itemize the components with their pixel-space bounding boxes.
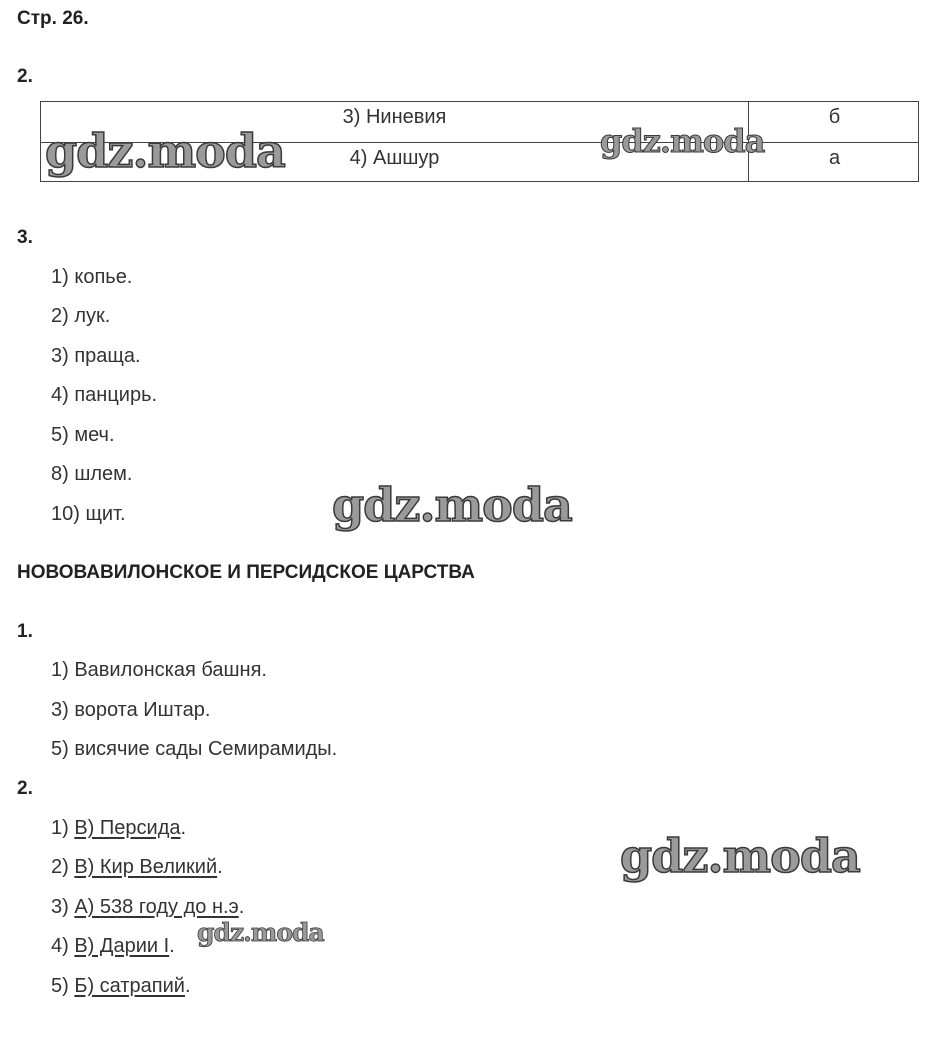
chapter-title: НОВОВАВИЛОНСКОЕ И ПЕРСИДСКОЕ ЦАРСТВА	[17, 562, 475, 583]
list-item: 2) лук.	[51, 305, 111, 327]
page-heading: Стр. 26.	[17, 8, 89, 29]
watermark-logo: gdz.moda	[332, 478, 572, 532]
table-cell-letter: а	[828, 147, 841, 169]
watermark-logo: gdz.moda	[620, 829, 860, 883]
task-number: 2.	[17, 778, 33, 799]
item-prefix: 3)	[51, 896, 75, 918]
item-answer: В) Кир Великий	[74, 856, 218, 878]
task-number: 2.	[17, 66, 33, 87]
item-answer: В) Дарии I	[74, 935, 170, 957]
item-prefix: 5)	[51, 975, 75, 997]
item-suffix: .	[184, 975, 191, 997]
list-item: 1) копье.	[51, 266, 133, 288]
list-item	[51, 896, 244, 919]
table-cell-letter: б	[828, 106, 841, 128]
item-prefix: 4)	[51, 935, 75, 957]
watermark-logo: gdz.moda	[600, 122, 765, 160]
list-item: 3) праща.	[51, 345, 141, 367]
item-prefix: 1)	[51, 817, 75, 839]
list-item	[51, 975, 191, 998]
list-item	[51, 856, 223, 879]
item-prefix: 2)	[51, 856, 75, 878]
task-number: 3.	[17, 227, 33, 248]
item-answer: Б) сатрапий	[74, 975, 185, 997]
list-item: 10) щит.	[51, 503, 126, 525]
item-answer: В) Персида	[74, 817, 181, 839]
list-item: 8) шлем.	[51, 463, 133, 485]
table-cell-city: 3) Ниневия	[342, 106, 447, 128]
list-item	[51, 935, 175, 958]
table-cell-city: 4) Ашшур	[349, 147, 440, 169]
item-suffix: .	[180, 817, 187, 839]
watermark-logo: gdz.moda	[45, 124, 285, 178]
list-item	[51, 817, 186, 840]
list-item: 5) висячие сады Семирамиды.	[51, 738, 338, 760]
item-suffix: .	[217, 856, 223, 878]
list-item: 1) Вавилонская башня.	[51, 659, 267, 681]
item-suffix: .	[238, 896, 245, 918]
list-item: 5) меч.	[51, 424, 115, 446]
item-answer: А) 538 году до н.э	[74, 896, 239, 918]
list-item: 3) ворота Иштар.	[51, 699, 211, 721]
watermark-logo: gdz.moda	[197, 918, 324, 947]
task-number: 1.	[17, 621, 33, 642]
list-item: 4) панцирь.	[51, 384, 158, 406]
item-suffix: .	[169, 935, 175, 957]
